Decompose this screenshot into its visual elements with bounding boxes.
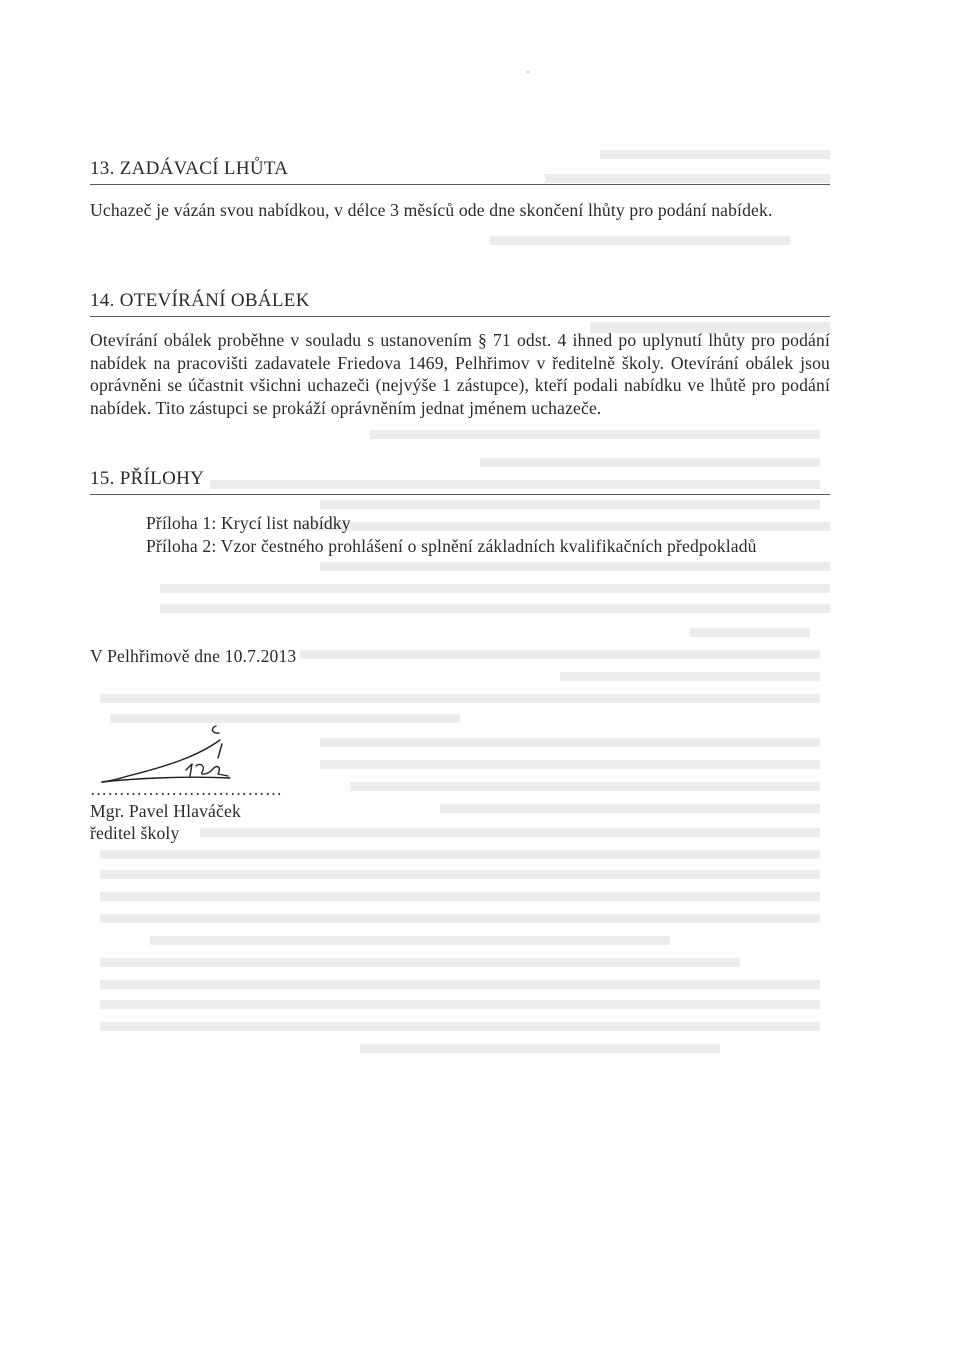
section-14 bbox=[90, 290, 830, 419]
section-text: Otevírání obálek proběhne v souladu s ustanovením § 71 odst. 4 ihned po uplynutí lhůty pro podání nabídek na pracovišti zadavatele Friedova 1469, Pelhřimov v ředitelně školy. Otevírání obálek jsou oprávněni se účastnit všichni uchazeči (nejvýše 1 zástupce), kteří podali nabídku ve lhůtě pro podání nabídek. Tito zástupci se prokáží oprávněním jednat jménem uchazeče. bbox=[90, 330, 830, 418]
signature-line: …………………………… bbox=[90, 780, 283, 799]
paper-speck bbox=[527, 71, 529, 73]
place-date: V Pelhřimově dne 10.7.2013 bbox=[90, 646, 297, 666]
attachment-item: Příloha 1: Krycí list nabídky bbox=[146, 513, 351, 533]
section-heading: 13. ZADÁVACÍ LHŮTA bbox=[90, 158, 830, 185]
section-heading: 14. OTEVÍRÁNÍ OBÁLEK bbox=[90, 290, 830, 317]
attachment-list bbox=[90, 512, 830, 558]
section-15 bbox=[90, 468, 830, 558]
signer-title: ředitel školy bbox=[90, 823, 180, 843]
signer-name: Mgr. Pavel Hlaváček bbox=[90, 801, 241, 821]
signer-block bbox=[90, 800, 241, 844]
attachment-item: Příloha 2: Vzor čestného prohlášení o splnění základních kvalifikačních předpokladů bbox=[146, 536, 757, 556]
section-heading: 15. PŘÍLOHY bbox=[90, 468, 830, 495]
section-text: Uchazeč je vázán svou nabídkou, v délce 3 měsíců ode dne skončení lhůty pro podání nabídek. bbox=[90, 200, 773, 220]
section-13 bbox=[90, 158, 830, 222]
